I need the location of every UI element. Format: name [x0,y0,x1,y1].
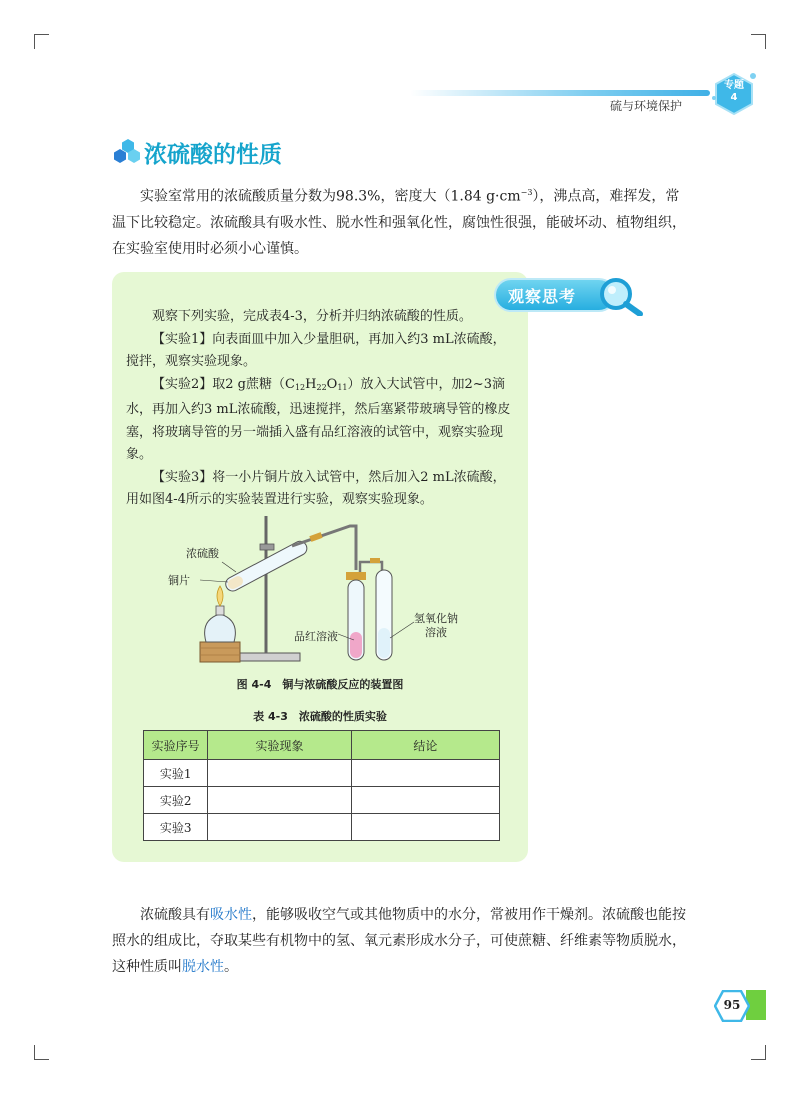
topic-number: 4 [730,92,738,103]
row-label: 实验2 [144,787,208,814]
magnifier-icon [596,276,646,316]
naoh-line-2: 溶液 [425,626,447,639]
phenomenon-cell[interactable] [208,814,351,841]
exp2-sub: 22 [316,382,327,392]
experiment-3-text: 【实验3】将一小片铜片放入试管中，然后加入2 mL浓硫酸，用如图4-4所示的实验装置进行实验，观察实验现象。 [126,469,506,507]
conclusion-text: ，能够吸收空气或其他物质中的水分，常被用作干燥剂。浓硫酸也能按照水的组成比，夺取某些有机物中的氢、氧元素形成水分子，可使蔗糖、纤维素等物质脱水，这种性质叫 [112,907,686,975]
header-conclusion: 结论 [351,731,499,760]
label-naoh-solution [414,612,458,640]
intro-text-2: ），沸点高，难挥发，常温下比较稳定。浓硫酸具有吸水性、脱水性和强氧化性，腐蚀性很强，能破坏动、植物组织，在实验室使用时必须小心谨慎。 [112,188,686,257]
conclusion-text: 。 [224,959,238,975]
header-line [410,90,710,96]
crop-mark-top-left [34,34,49,49]
phenomenon-cell[interactable] [208,760,351,787]
table-header-row [144,731,500,760]
label-copper-sheet: 铜片 [168,574,190,587]
observe-intro: 观察下列实验，完成表4-3，分析并归纳浓硫酸的性质。 [152,309,472,324]
topic-label: 专题 [724,80,744,91]
page-number: 95 [723,998,741,1012]
conclusion-cell[interactable] [351,814,499,841]
conclusion-paragraph [112,902,688,980]
section-title: 浓硫酸的性质 [144,142,282,168]
label-concentrated-acid: 浓硫酸 [186,547,219,560]
intro-superscript: −3 [520,188,533,197]
experiment-table [143,730,500,841]
conclusion-cell[interactable] [351,760,499,787]
experiment-1-text: 【实验1】向表面皿中加入少量胆矾，再加入约3 mL浓硫酸，搅拌，观察实验现象。 [126,331,506,369]
crop-mark-bottom-right [751,1045,766,1060]
exp2-part: O [326,376,338,392]
keyword-water-absorption: 吸水性 [210,907,252,923]
crop-mark-bottom-left [34,1045,49,1060]
table-row [144,760,500,787]
exp2-sub: 12 [294,382,306,392]
label-fuchsine-solution: 品红溶液 [294,630,338,643]
intro-text-1: 实验室常用的浓硫酸质量分数为98.3%，密度大（1.84 g·cm [140,188,521,205]
exp2-part: ）放入大试管中，加2~3滴水，再加入约3 mL浓硫酸，迅速搅拌，然后塞紧带玻璃导管的橡皮塞，将玻璃导管的另一端插入盛有品红溶液的试管中，观察实验现象。 [126,376,511,462]
header-experiment-no: 实验序号 [144,731,208,760]
exp2-sub: 11 [337,382,348,392]
observe-think-badge [496,276,646,312]
badge-label: 观察思考 [508,287,577,306]
page-number-badge [714,990,750,1022]
exp2-part: 【实验2】取2 g蔗糖（C [152,376,295,392]
apparatus-figure [170,510,470,670]
intro-paragraph [112,180,688,262]
figure-caption: 图 4-4 铜与浓硫酸反应的装置图 [236,678,404,691]
row-label: 实验1 [144,760,208,787]
exp2-part: H [305,376,317,392]
conclusion-text: 浓硫酸具有 [140,907,210,923]
phenomenon-cell[interactable] [208,787,351,814]
table-caption: 表 4-3 浓硫酸的性质实验 [253,710,387,723]
conclusion-cell[interactable] [351,787,499,814]
row-label: 实验3 [144,814,208,841]
observe-instructions [126,306,516,512]
naoh-line-1: 氢氧化钠 [414,612,458,625]
table-row [144,787,500,814]
keyword-dehydration: 脱水性 [182,959,224,975]
experiment-2-text [126,374,516,467]
header-phenomenon: 实验现象 [208,731,351,760]
topic-badge [712,72,756,116]
table-row [144,814,500,841]
chapter-title: 硫与环境保护 [609,99,682,113]
crop-mark-top-right [751,34,766,49]
hexagon-cluster-icon [112,138,142,164]
